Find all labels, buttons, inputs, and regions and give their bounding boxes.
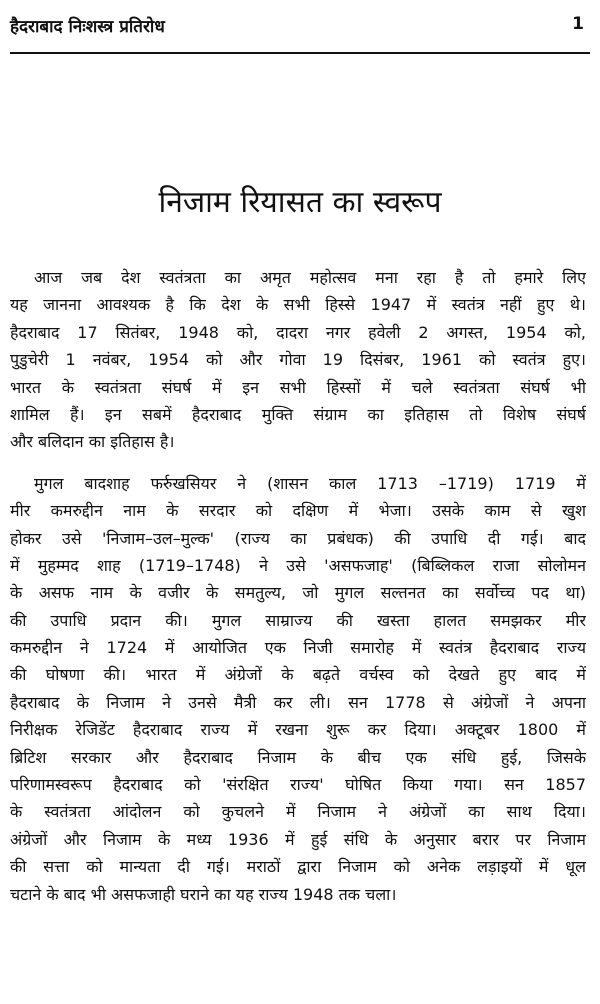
text-line: यह जानना आवश्यक है कि देश के सभी हिस्से 1947 में स्वतंत्र नहीं हुए थे। [10,295,586,315]
text-line: की उपाधि प्रदान की। मुगल साम्राज्य की खस्ता हालत समझकर मीर [10,610,586,630]
running-header [10,12,590,54]
text-line: के स्वतंत्रता आंदोलन को कुचलने में निजाम ने अंग्रेजों का साथ दिया। [10,802,586,822]
text-line: में मुहम्मद शाह (1719–1748) ने उसे 'असफजाह' (बिब्लिकल राजा सोलोमन [10,555,586,575]
body-text [10,264,586,922]
text-line: हैदराबाद 17 सितंबर, 1948 को, दादरा नगर हवेली 2 अगस्त, 1954 को, [10,322,586,342]
text-line: चटाने के बाद भी असफजाही घराने का यह राज्य 1948 तक चला। [10,884,397,904]
text-line: भारत के स्वतंत्रता संघर्ष में इन सभी हिस्सों में चले स्वतंत्रता संघर्ष भी [10,377,586,397]
text-line: अंग्रेजों और निजाम के मध्य 1936 में हुई संधि के अनुसार बरार पर निजाम [10,829,586,849]
running-title: हैदराबाद निःशस्त्र प्रतिरोध [10,17,165,37]
text-line: कमरुद्दीन ने 1724 में आयोजित एक निजी समारोह में स्वतंत्र हैदराबाद राज्य [10,638,586,658]
text-line: शामिल हैं। इन सबमें हैदराबाद मुक्ति संग्राम का इतिहास तो विशेष संघर्ष [10,404,586,424]
text-line: आज जब देश स्वतंत्रता का अमृत महोत्सव मना रहा है तो हमारे लिए [34,268,586,287]
chapter-title: निजाम रियासत का स्वरूप [158,185,442,220]
text-line: मुगल बादशाह फर्रुखसियर ने (शासन काल 1713 –1719) 1719 में [34,473,586,493]
text-line: होकर उसे 'निजाम–उल–मुल्क' (राज्य का प्रबंधक) की उपाधि दी गई। बाद [10,528,586,548]
text-line: के असफ नाम के वजीर के समतुल्य, जो मुगल सल्तनत का सर्वोच्च पद था) [10,583,586,603]
page-number: 1 [572,14,584,34]
text-line: पुडुचेरी 1 नवंबर, 1954 को और गोवा 19 दिसंबर, 1961 को स्वतंत्र हुए। [10,350,586,370]
text-line: और बलिदान का इतिहास है। [10,432,175,452]
text-line: हैदराबाद के निजाम ने उनसे मैत्री कर ली। सन 1778 से अंग्रेजों ने अपना [10,692,586,712]
text-line: की घोषणा की। भारत में अंग्रेजों के बढ़ते वर्चस्व को देखते हुए बाद में [10,665,586,685]
text-line: की सत्ता को मान्यता दी गई। मराठों द्वारा निजाम को अनेक लड़ाइयों में धूल [10,857,586,877]
text-line: मीर कमरुद्दीन नाम के सरदार को दक्षिण में भेजा। उसके काम से खुश [10,501,586,521]
paragraph [10,264,586,456]
text-line: निरीक्षक रेजिडेंट हैदराबाद राज्य में रखना शुरू कर दिया। अक्टूबर 1800 में [10,720,586,740]
paragraph [10,470,586,908]
text-line: परिणामस्वरूप हैदराबाद को 'संरक्षित राज्य' घोषित किया गया। सन 1857 [10,775,586,795]
text-line: ब्रिटिश सरकार और हैदराबाद निजाम के बीच एक संधि हुई, जिसके [10,747,586,767]
